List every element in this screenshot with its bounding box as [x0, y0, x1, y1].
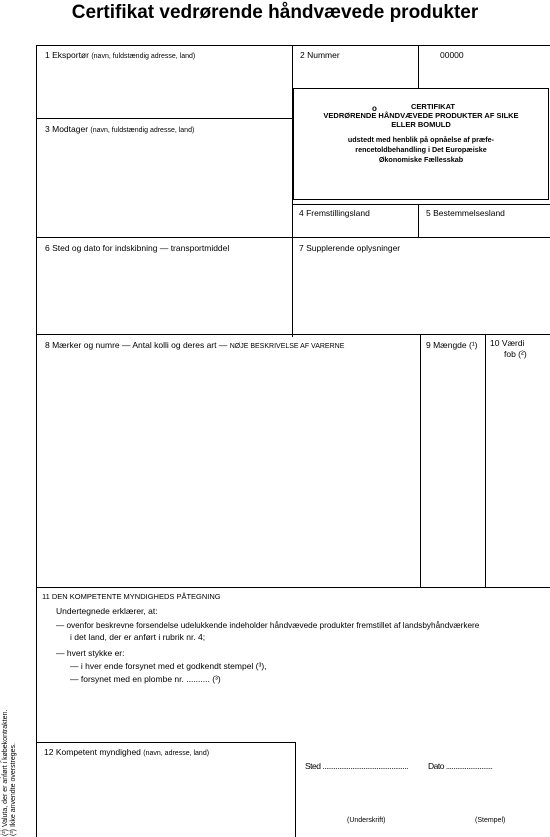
box3-label: 3 Modtager (navn, fuldstændig adresse, land) — [45, 124, 195, 134]
certificate-heading-3: ELLER BOMULD — [391, 120, 451, 129]
exporter-field[interactable] — [38, 60, 290, 116]
certificate-sub-3: Økonomiske Fællesskab — [378, 155, 464, 164]
stamp-label: (Stempel) — [475, 817, 506, 824]
divider-4-5 — [418, 204, 419, 237]
footnotes — [0, 596, 18, 836]
certificate-heading: CERTIFIKAT — [410, 102, 456, 111]
divider-cert-4 — [292, 204, 550, 205]
box11-heading: 11 DEN KOMPETENTE MYNDIGHEDS PÅTEGNING — [42, 592, 221, 601]
consignee-field[interactable] — [38, 134, 290, 234]
declaration-item-1-cont: i det land, der er anført i rubrik nr. 4; — [70, 632, 206, 642]
additional-info-field[interactable] — [294, 254, 548, 332]
shipment-field[interactable] — [38, 254, 290, 332]
declaration-item-2a: — i hver ende forsynet med et godkendt stempel (³), — [70, 661, 267, 671]
certificate-number: 00000 — [440, 50, 464, 60]
box5-label: 5 Bestemmelsesland — [426, 208, 505, 218]
declaration-item-2b: — forsynet med en plombe nr. .......... (³) — [70, 674, 221, 684]
goods-description-field[interactable] — [38, 352, 418, 584]
box6-label: 6 Sted og dato for indskibning — transportmiddel — [45, 243, 230, 253]
certificate-sub-2: rencetoldbehandling i Det Europæiske — [355, 145, 487, 154]
divider-8-9 — [420, 334, 421, 587]
divider-2-number — [418, 45, 419, 88]
divider-12-sign — [295, 742, 296, 837]
certificate-heading-2: VEDRØRENDE HÅNDVÆVEDE PRODUKTER AF SILKE — [323, 111, 519, 120]
certificate-panel — [293, 88, 549, 200]
declaration-item-1: — ovenfor beskrevne forsendelse udelukkende indeholder håndvævede produkter fremstillet af landsbyhåndværkere — [56, 621, 480, 630]
box9-label: 9 Mængde (¹) — [426, 340, 478, 350]
authority-field[interactable] — [38, 758, 293, 836]
box1-label: 1 Eksportør (navn, fuldstændig adresse, land) — [45, 50, 196, 60]
form-title: Certifikat vedrørende håndvævede produkter — [71, 2, 479, 23]
box10-label: 10 Værdi fob (²) — [490, 338, 527, 359]
declaration-intro: Undertegnede erklærer, at: — [56, 606, 158, 616]
divider-3-6 — [36, 237, 292, 238]
divider-11-12 — [36, 742, 296, 743]
footnote-3: (³) Ikke anvendte overstreges. — [10, 743, 17, 836]
box7-label: 7 Supplerende oplysninger — [299, 243, 401, 253]
signature-label: (Underskrift) — [347, 817, 386, 824]
footnote-2: (²) Valuta, der er anført i købekontrakten. — [2, 709, 9, 836]
box12-label: 12 Kompetent myndighed (navn, adresse, land) — [44, 747, 210, 757]
divider-1-3 — [36, 118, 292, 119]
divider-6-8 — [36, 334, 550, 335]
certificate-mark: o — [372, 104, 377, 113]
divider-9-10 — [485, 334, 486, 587]
date-field[interactable]: Dato ......................... — [428, 761, 493, 771]
certificate-sub-1: udstedt med henblik på opnåelse af præfe- — [347, 135, 495, 144]
box2-label: 2 Nummer — [300, 50, 340, 60]
place-field[interactable]: Sted .............................................. — [305, 761, 408, 771]
box4-label: 4 Fremstillingsland — [299, 208, 370, 218]
divider-4-7 — [292, 237, 550, 238]
declaration-item-2: — hvert stykke er: — [56, 648, 125, 658]
divider-8-11 — [36, 587, 550, 588]
box8-label: 8 Mærker og numre — Antal kolli og deres art — NØJE BESKRIVELSE AF VARERNE — [45, 340, 345, 350]
